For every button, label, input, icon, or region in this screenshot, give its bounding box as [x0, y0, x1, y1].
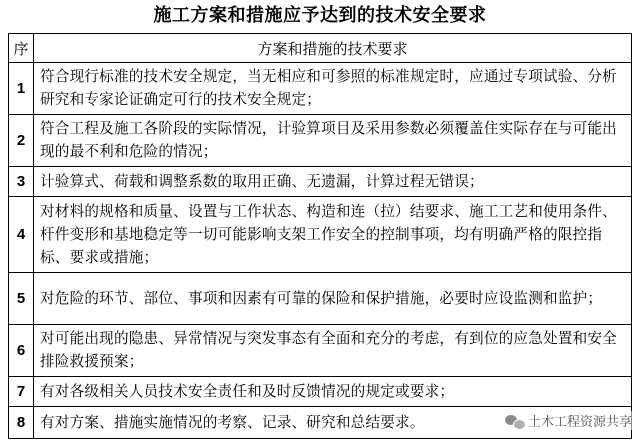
- row-number: 6: [9, 325, 34, 377]
- row-number: 1: [9, 63, 34, 115]
- table-row: [9, 63, 632, 115]
- row-number: 3: [9, 167, 34, 197]
- row-text: 符合现行标准的技术安全规定，当无相应和可参照的标准规定时，应通过专项试验、分析研究和专家论证确定可行的技术安全规定；: [34, 63, 632, 115]
- table-row: [9, 197, 632, 273]
- row-text: 有对各级相关人员技术安全责任和及时反馈情况的规定或要求；: [34, 377, 632, 407]
- row-number: 2: [9, 115, 34, 167]
- watermark-text: 土木工程资源共享: [527, 415, 632, 430]
- row-text: 符合工程及施工各阶段的实际情况，计验算项目及采用参数必须覆盖住实际存在与可能出现的最不利和危险的情况；: [34, 115, 632, 167]
- row-number: 7: [9, 377, 34, 407]
- table-row: [9, 377, 632, 407]
- table-header-row: [9, 34, 632, 63]
- wechat-icon: [505, 413, 525, 429]
- row-text: 有对方案、措施实施情况的考察、记录、研究和总结要求。: [34, 407, 632, 439]
- table-row: [9, 273, 632, 325]
- table-row: [9, 167, 632, 197]
- row-text: 对危险的环节、部位、事项和因素有可靠的保险和保护措施，必要时应设监测和监护；: [34, 273, 632, 325]
- row-number: 8: [9, 407, 34, 439]
- row-number: 5: [9, 273, 34, 325]
- table-row: [9, 325, 632, 377]
- table-row: [9, 115, 632, 167]
- header-no: 序: [9, 34, 34, 63]
- watermark: [503, 411, 634, 430]
- header-requirement: 方案和措施的技术要求: [34, 34, 632, 63]
- row-text: 计验算式、荷载和调整系数的取用正确、无遗漏，计算过程无错误；: [34, 167, 632, 197]
- row-text: 对材料的规格和质量、设置与工作状态、构造和连（拉）结要求、施工工艺和使用条件、杆件变形和基地稳定等一切可能影响支架工作安全的控制事项，均有明确严格的限控指标、要求或措施；: [34, 197, 632, 273]
- document-title: 施工方案和措施应予达到的技术安全要求: [153, 5, 487, 26]
- row-number: 4: [9, 197, 34, 273]
- requirements-table: [8, 33, 632, 439]
- row-text: 对可能出现的隐患、异常情况与突发事态有全面和充分的考虑，有到位的应急处置和安全排险救援预案；: [34, 325, 632, 377]
